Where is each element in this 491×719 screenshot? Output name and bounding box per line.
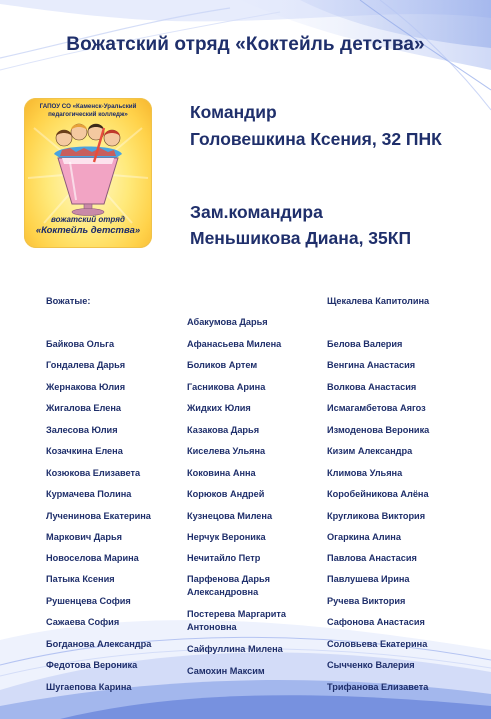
counselor-name: Афанасьева Милена [187,339,282,349]
poster-title: Вожатский отряд «Коктейль детства» [66,34,425,55]
commander-role: Командир [190,102,277,122]
counselor-name: Шугаепова Карина [46,682,132,692]
counselor-name: Козачкина Елена [46,446,123,456]
counselor-name: Боликов Артем [187,360,258,370]
counselor-name: Волкова Анастасия [327,382,417,392]
squad-logo [24,98,152,248]
counselor-name: Венгина Анастасия [327,360,416,370]
counselor-name: Новоселова Марина [46,553,139,563]
counselor-name: Киселева Ульяна [187,446,266,456]
logo-squad-name: «Коктейль детства» [35,225,141,236]
counselor-name: Павлова Анастасия [327,553,417,563]
counselor-name: Кизим Александра [327,446,413,456]
counselor-name: Сычченко Валерия [327,660,415,670]
counselor-name: Сажаева София [46,617,120,627]
counselor-name: Соловьева Екатерина [327,639,428,649]
counselor-name: Кругликова Виктория [327,511,426,521]
counselor-name: Коробейникова Алёна [327,489,429,499]
counselor-name: Нерчук Вероника [187,532,266,542]
counselor-name: Ручева Виктория [327,596,406,606]
counselor-name: Козюкова Елизавета [46,468,141,478]
counselor-name: Жигалова Елена [46,403,122,413]
counselor-name: Сайфуллина Милена [187,644,283,654]
counselor-name: Гондалева Дарья [46,360,126,370]
counselor-name: Коковина Анна [187,468,256,478]
counselor-name: Климова Ульяна [327,468,403,478]
counselor-name: Самохин Максим [187,666,265,676]
logo-college-name: ГАПОУ СО «Каменск-Уральский педагогический колледж» [39,103,137,118]
counselor-name: Богданова Александра [46,639,152,649]
counselor-name: Маркович Дарья [46,532,123,542]
counselor-name: Казакова Дарья [187,425,260,435]
counselor-name: Павлушева Ирина [327,574,410,584]
counselors-heading: Вожатые: [46,296,91,306]
counselor-name: Патыка Ксения [46,574,115,584]
deputy-name: Меньшикова Диана, 35КП [190,228,412,248]
counselor-name: Нечитайло Петр [187,553,261,563]
counselor-name: Трифанова Елизавета [327,682,429,692]
counselor-name: Кузнецова Милена [187,511,273,521]
counselor-name: Абакумова Дарья [187,317,268,327]
counselor-name: Парфенова Дарья [187,574,270,584]
counselor-name: Постерева Маргарита [187,609,287,619]
logo-squad-label: вожатский отряд [51,215,125,224]
counselor-name: Исмагамбетова Аягоз [327,403,426,413]
counselor-name: Байкова Ольга [46,339,115,349]
counselor-name: Корюков Андрей [187,489,265,499]
counselor-name: Жернакова Юлия [46,382,126,392]
counselor-name: Жидких Юлия [187,403,251,413]
counselor-name: Курмачева Полина [46,489,132,499]
counselor-name: Измоденова Вероника [327,425,430,435]
commander-name: Головешкина Ксения, 32 ПНК [190,129,442,149]
counselor-name: Белова Валерия [327,339,403,349]
counselor-name: Щекалева Капитолина [327,296,430,306]
counselor-name: Лученинова Екатерина [46,511,151,521]
counselor-name: Залесова Юлия [46,425,118,435]
counselor-name: Рушенцева София [46,596,131,606]
counselor-name: Федотова Вероника [46,660,138,670]
counselor-name-continued: Александровна [187,587,259,597]
deputy-role: Зам.командира [190,202,323,222]
counselor-name: Огаркина Алина [327,532,401,542]
counselor-name: Сафонова Анастасия [327,617,425,627]
counselor-name-continued: Антоновна [187,622,237,632]
counselor-name: Гасникова Арина [187,382,266,392]
